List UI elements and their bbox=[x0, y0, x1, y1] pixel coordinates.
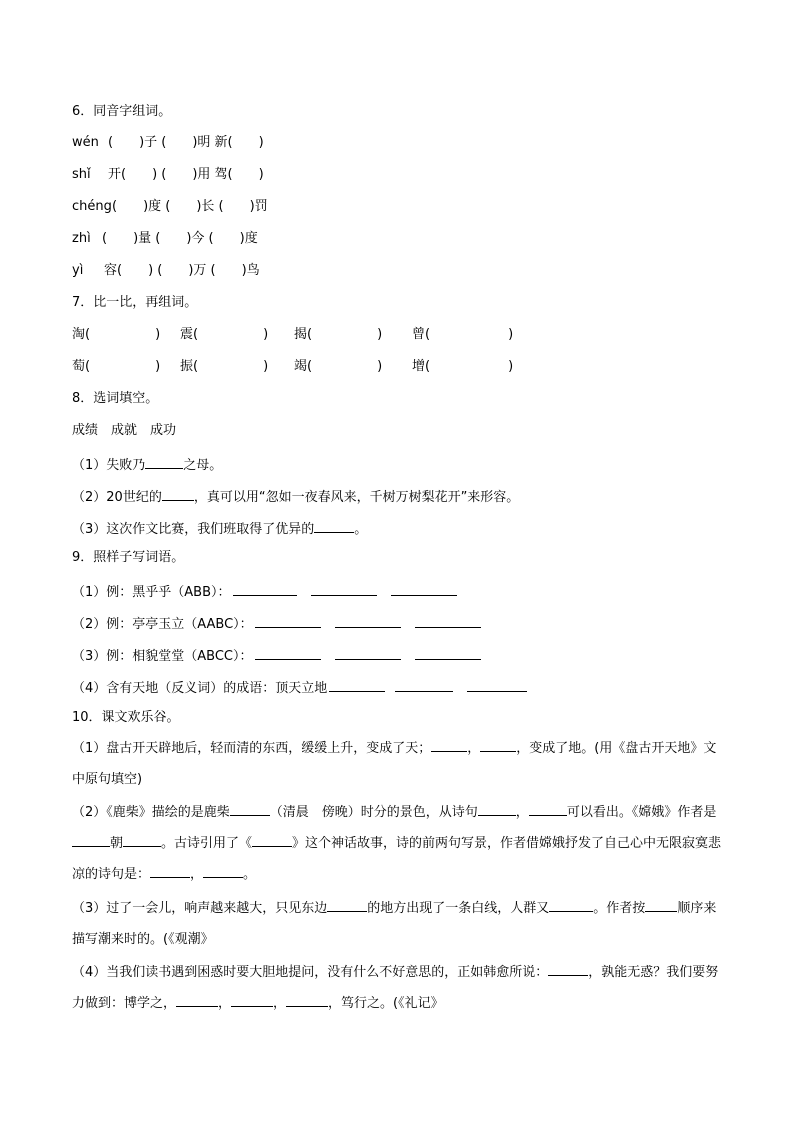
q7-r2-c4: 增( ) bbox=[412, 359, 514, 374]
q10-2-blank-3[interactable] bbox=[529, 801, 567, 816]
q10-2-text-g: 》这个神话故事，诗的前两句写景，作者借嫦娥抒发了自己心中无限寂寞悲凉的诗句是： bbox=[72, 836, 722, 882]
q6-pinyin-4: zhì bbox=[72, 231, 91, 246]
q10-4-text-c: ， bbox=[218, 996, 232, 1011]
q9-3-blank-1[interactable] bbox=[255, 645, 321, 660]
q7-r1-c1: 淘( ) bbox=[72, 327, 161, 342]
q10-4-blank-1[interactable] bbox=[548, 961, 588, 976]
q6-pinyin-2: shǐ bbox=[72, 167, 91, 182]
q10-1-blank-2[interactable] bbox=[480, 737, 516, 752]
q8-item-2-b: ，真可以用“忽如一夜春风来，千树万树梨花开”来形容。 bbox=[193, 490, 520, 505]
q8-item-1-a: （1）失败乃 bbox=[72, 458, 146, 473]
q10-2-text-i: 。 bbox=[243, 867, 257, 882]
q8-item-1 bbox=[72, 454, 222, 475]
q9-item-4-text: （4）含有天地（反义词）的成语：顶天立地 bbox=[72, 681, 328, 696]
q10-4-text-d: ， bbox=[273, 996, 287, 1011]
q8-options: 成绩 成就 成功 bbox=[72, 423, 177, 438]
q9-item-1 bbox=[72, 581, 457, 602]
q6-row-4: ( )量 ( )今 ( )度 bbox=[102, 231, 258, 246]
q9-item-1-text: （1）例：黑乎乎（ABB）： bbox=[72, 585, 231, 600]
q9-item-2-text: （2）例：亭亭玉立（AABC）： bbox=[72, 617, 253, 632]
q9-4-blank-1[interactable] bbox=[329, 677, 385, 692]
q6-pinyin-5: yì bbox=[72, 263, 84, 278]
q9-4-blank-2[interactable] bbox=[395, 677, 453, 692]
q10-2-blank-4[interactable] bbox=[72, 832, 110, 847]
q6-row-2: 开( ) ( )用 驾( ) bbox=[108, 167, 264, 182]
q10-2-text-b: （清晨 傍晚）时分的景色，从诗句 bbox=[269, 805, 478, 820]
q7-r2-c1: 萄( ) bbox=[72, 359, 161, 374]
q8-blank-3[interactable] bbox=[314, 518, 354, 533]
q10-1-blank-1[interactable] bbox=[431, 737, 467, 752]
q10-3-text-b: 的地方出现了一条白线，人群又 bbox=[367, 901, 550, 916]
q10-3-text-a: （3）过了一会儿，响声越来越大，只见东边 bbox=[72, 901, 328, 916]
q8-item-2 bbox=[72, 486, 519, 507]
q7-r1-c3: 揭( ) bbox=[294, 327, 383, 342]
q10-4-text-b: ，孰能无惑？我们要努力做到：博学之， bbox=[72, 965, 719, 1011]
q9-2-blank-2[interactable] bbox=[335, 613, 401, 628]
q9-1-blank-1[interactable] bbox=[233, 581, 297, 596]
q8-title: 8．选词填空。 bbox=[72, 391, 159, 406]
q6-row-1: ( )子 ( )明 新( ) bbox=[108, 135, 264, 150]
q10-2-blank-2[interactable] bbox=[478, 801, 516, 816]
q6-title: 6．同音字组词。 bbox=[72, 104, 172, 119]
q10-3-blank-1[interactable] bbox=[327, 897, 367, 912]
q6-pinyin-1: wén bbox=[72, 135, 99, 150]
q10-3-text-c: 。作者按 bbox=[593, 901, 646, 916]
q8-item-3-a: （3）这次作文比赛，我们班取得了优异的 bbox=[72, 522, 315, 537]
q9-item-2 bbox=[72, 613, 481, 634]
q10-2-text-d: 可以看出。《嫦娥》作者是 bbox=[566, 805, 717, 820]
q10-2-text-e: 朝 bbox=[110, 836, 124, 851]
q9-3-blank-2[interactable] bbox=[335, 645, 401, 660]
q10-4-blank-2[interactable] bbox=[176, 992, 218, 1007]
q10-2-blank-6[interactable] bbox=[252, 832, 292, 847]
q10-4-text-e: ，笃行之。(《礼记》 bbox=[328, 996, 444, 1011]
q8-blank-2[interactable] bbox=[162, 486, 194, 501]
q10-3-text-d: 顺序来描写潮来时的。(《观潮》 bbox=[72, 901, 717, 947]
q9-item-3-text: （3）例：相貌堂堂（ABCC）： bbox=[72, 649, 253, 664]
q8-item-1-b: 之母。 bbox=[183, 458, 223, 473]
q8-item-3 bbox=[72, 518, 367, 539]
q10-part-3 bbox=[72, 893, 722, 955]
q9-2-blank-3[interactable] bbox=[415, 613, 481, 628]
q10-1-text-c: ，变成了地。(用《盘古开天地》文中原句填空) bbox=[72, 741, 717, 787]
q10-part-1 bbox=[72, 733, 722, 795]
q10-1-text-a: （1）盘古开天辟地后，轻而清的东西，缓缓上升，变成了天； bbox=[72, 741, 432, 756]
q7-r1-c2: 震( ) bbox=[180, 327, 269, 342]
q10-2-blank-7[interactable] bbox=[150, 863, 190, 878]
q10-2-blank-8[interactable] bbox=[203, 863, 243, 878]
q10-part-4 bbox=[72, 957, 722, 1019]
q10-2-blank-5[interactable] bbox=[123, 832, 161, 847]
q10-title: 10．课文欢乐谷。 bbox=[72, 710, 180, 725]
q10-3-blank-3[interactable] bbox=[645, 897, 677, 912]
q9-item-3 bbox=[72, 645, 481, 666]
q8-item-2-a: （2）20世纪的 bbox=[72, 490, 162, 505]
q9-item-4 bbox=[72, 677, 527, 698]
q9-2-blank-1[interactable] bbox=[255, 613, 321, 628]
q10-3-blank-2[interactable] bbox=[549, 897, 593, 912]
q10-4-blank-3[interactable] bbox=[231, 992, 273, 1007]
q10-part-2 bbox=[72, 797, 722, 890]
q8-item-3-b: 。 bbox=[354, 522, 368, 537]
q6-pinyin-3: chéng bbox=[72, 199, 112, 214]
q9-1-blank-2[interactable] bbox=[311, 581, 377, 596]
q10-2-text-f: 。古诗引用了《 bbox=[161, 836, 253, 851]
q7-title: 7．比一比，再组词。 bbox=[72, 295, 198, 310]
q10-2-text-c: ， bbox=[515, 805, 529, 820]
q9-title: 9．照样子写词语。 bbox=[72, 550, 185, 565]
q7-r2-c3: 竭( ) bbox=[294, 359, 383, 374]
q10-2-text-h: ， bbox=[190, 867, 204, 882]
q7-r2-c2: 振( ) bbox=[180, 359, 269, 374]
q10-1-text-b: ， bbox=[467, 741, 481, 756]
q10-2-blank-1[interactable] bbox=[230, 801, 270, 816]
q9-1-blank-3[interactable] bbox=[391, 581, 457, 596]
q7-r1-c4: 曾( ) bbox=[412, 327, 514, 342]
q10-4-blank-4[interactable] bbox=[286, 992, 328, 1007]
q10-4-text-a: （4）当我们读书遇到困惑时要大胆地提问，没有什么不好意思的，正如韩愈所说： bbox=[72, 965, 549, 980]
q9-3-blank-3[interactable] bbox=[415, 645, 481, 660]
q6-row-3: ( )度 ( )长 ( )罚 bbox=[112, 199, 268, 214]
q6-row-5: 容( ) ( )万 ( )鸟 bbox=[104, 263, 260, 278]
q9-4-blank-3[interactable] bbox=[467, 677, 527, 692]
q10-2-text-a: （2）《鹿柴》描绘的是鹿柴 bbox=[72, 805, 230, 820]
q8-blank-1[interactable] bbox=[145, 454, 183, 469]
